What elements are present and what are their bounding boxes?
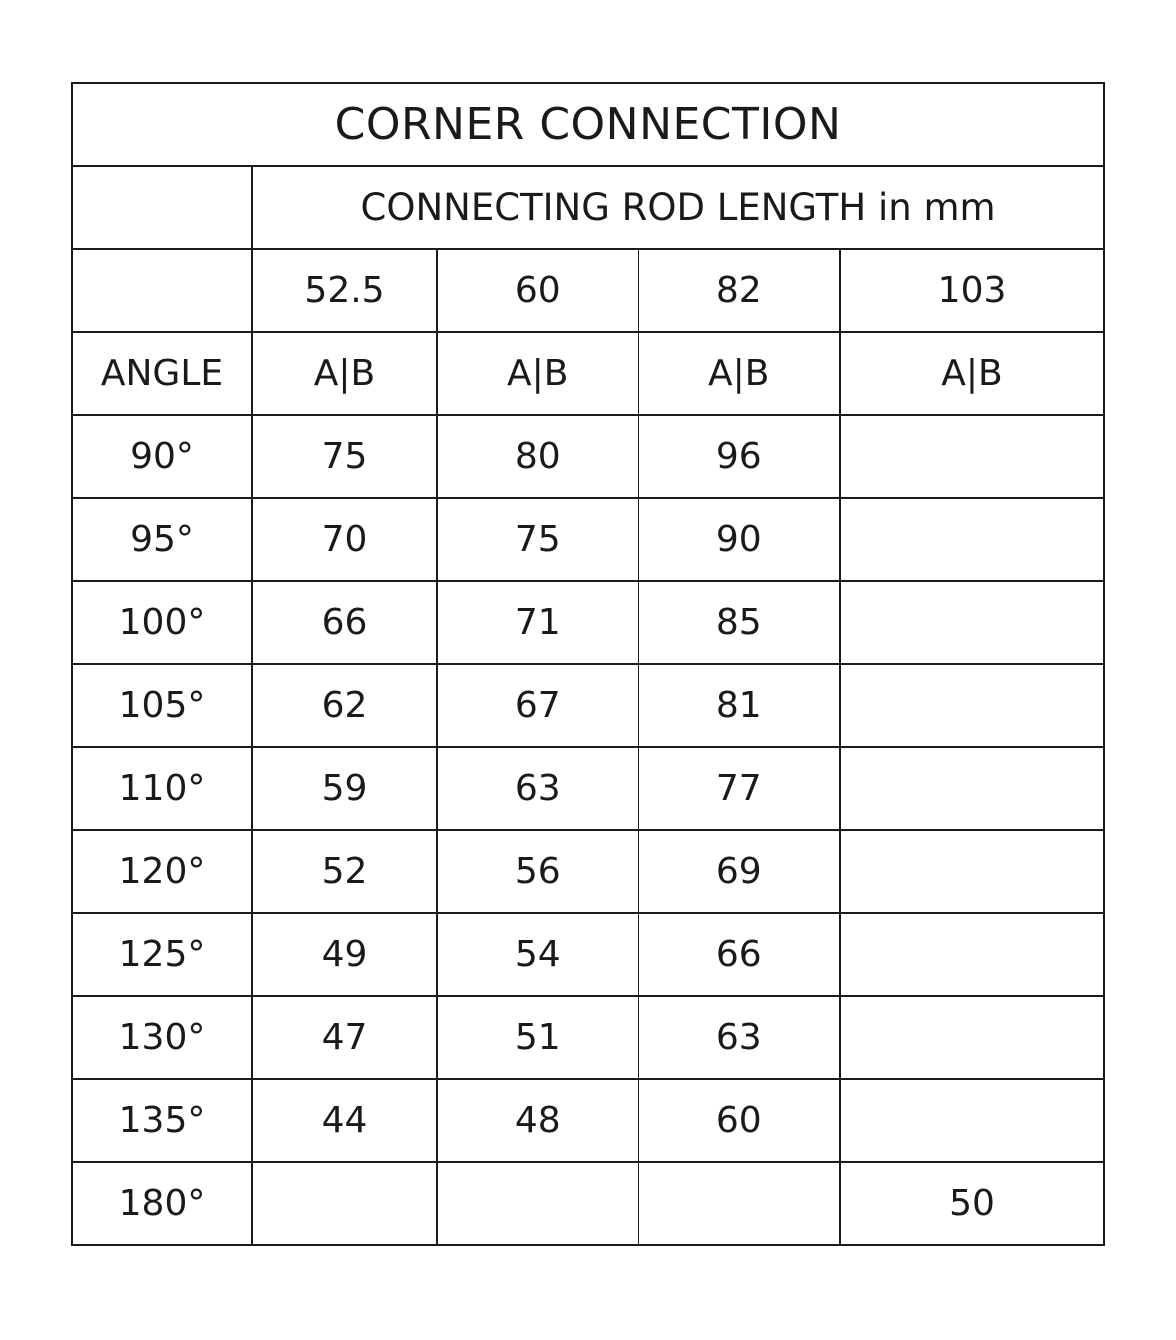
table-row [72,498,1104,581]
value-cell: 60 [638,1079,840,1162]
angle-cell: 100° [72,581,252,664]
angle-cell: 110° [72,747,252,830]
value-cell: 49 [252,913,437,996]
value-cell: 90 [638,498,840,581]
value-cell: 80 [437,415,638,498]
value-cell: 75 [252,415,437,498]
title-row [72,83,1104,166]
table-row [72,996,1104,1079]
value-cell: 71 [437,581,638,664]
table-body [72,83,1104,1245]
angle-cell: 90° [72,415,252,498]
corner-connection-table [71,82,1105,1246]
value-cell: 75 [437,498,638,581]
value-cell [252,1162,437,1245]
ab-label: A|B [252,332,437,415]
value-cell [437,1162,638,1245]
rod-length-header: 103 [840,249,1104,332]
ab-header-row [72,332,1104,415]
table-row [72,415,1104,498]
blank-cell [72,249,252,332]
value-cell [840,498,1104,581]
table-subtitle: CONNECTING ROD LENGTH in mm [252,166,1104,249]
value-cell: 44 [252,1079,437,1162]
ab-label: A|B [638,332,840,415]
rod-length-header: 60 [437,249,638,332]
value-cell: 48 [437,1079,638,1162]
value-cell [840,415,1104,498]
angle-cell: 180° [72,1162,252,1245]
table-row [72,1162,1104,1245]
value-cell: 51 [437,996,638,1079]
angle-cell: 130° [72,996,252,1079]
table-row [72,664,1104,747]
value-cell [840,913,1104,996]
angle-cell: 135° [72,1079,252,1162]
value-cell: 66 [252,581,437,664]
value-cell: 62 [252,664,437,747]
value-cell: 56 [437,830,638,913]
angle-cell: 95° [72,498,252,581]
value-cell: 85 [638,581,840,664]
value-cell [840,830,1104,913]
value-cell: 67 [437,664,638,747]
ab-label: A|B [840,332,1104,415]
table-title: CORNER CONNECTION [72,83,1104,166]
rod-length-header: 52.5 [252,249,437,332]
table-row [72,913,1104,996]
angle-cell: 120° [72,830,252,913]
value-cell: 77 [638,747,840,830]
blank-cell [72,166,252,249]
table-row [72,581,1104,664]
value-cell: 54 [437,913,638,996]
rod-length-header: 82 [638,249,840,332]
value-cell: 96 [638,415,840,498]
value-cell [840,996,1104,1079]
value-cell [840,1079,1104,1162]
value-cell: 81 [638,664,840,747]
value-cell [840,664,1104,747]
table-row [72,747,1104,830]
rod-length-row [72,249,1104,332]
value-cell: 59 [252,747,437,830]
value-cell: 70 [252,498,437,581]
angle-cell: 125° [72,913,252,996]
value-cell: 63 [638,996,840,1079]
ab-label: A|B [437,332,638,415]
value-cell [840,747,1104,830]
value-cell [638,1162,840,1245]
angle-cell: 105° [72,664,252,747]
table-row [72,1079,1104,1162]
angle-header: ANGLE [72,332,252,415]
value-cell: 66 [638,913,840,996]
subtitle-row [72,166,1104,249]
table-row [72,830,1104,913]
value-cell: 50 [840,1162,1104,1245]
value-cell: 63 [437,747,638,830]
value-cell: 47 [252,996,437,1079]
value-cell: 52 [252,830,437,913]
value-cell [840,581,1104,664]
value-cell: 69 [638,830,840,913]
